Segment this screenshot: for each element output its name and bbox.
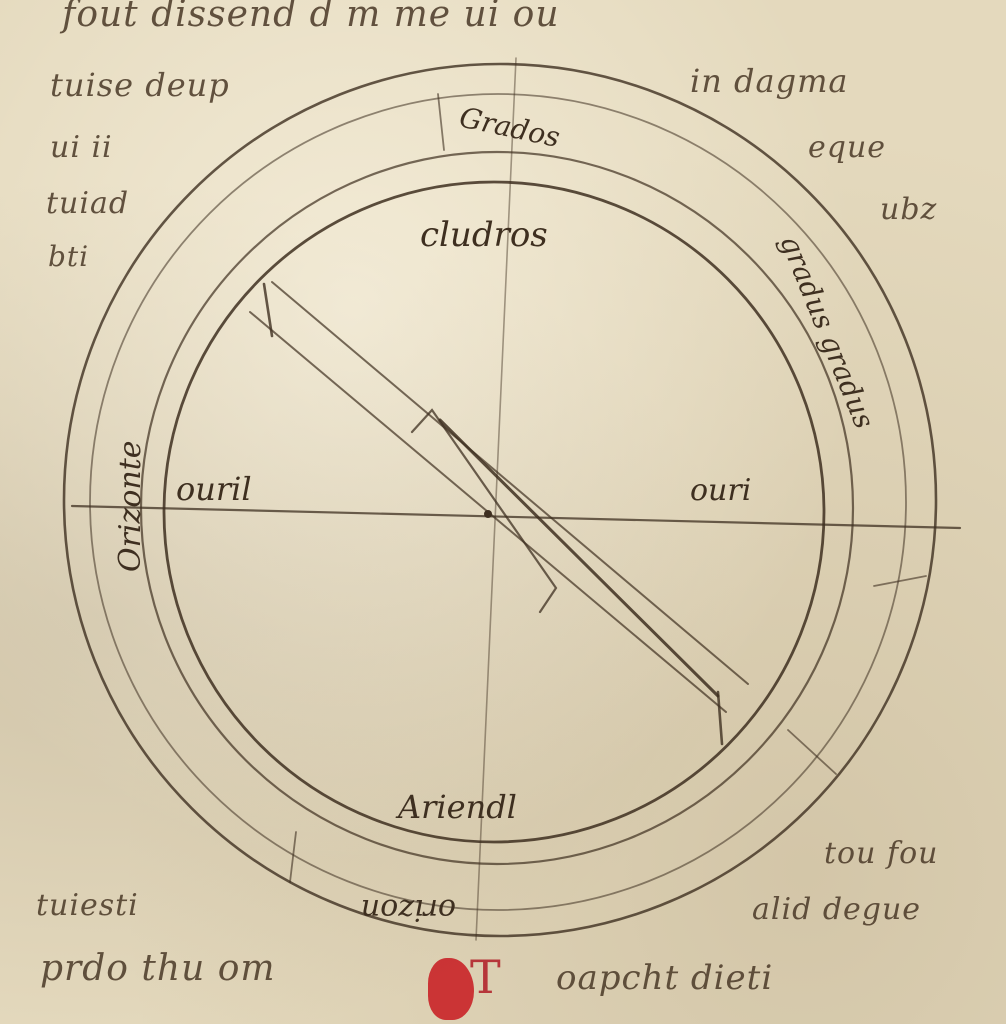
inner-circle — [164, 182, 824, 842]
text-line-right-4: tou fou — [824, 836, 939, 871]
label-outer-top: Grados — [456, 100, 563, 154]
label-outer-bottom: orizon — [360, 892, 456, 927]
text-line-right-3: ubz — [880, 192, 938, 227]
label-outer-left: Orizonte — [113, 440, 148, 572]
text-line-left-1: tuise deup — [50, 66, 230, 104]
alidade-tip-bottom — [718, 692, 722, 744]
label-left: ouril — [176, 470, 252, 508]
alidade-sight — [412, 410, 556, 612]
text-line-left-2: ui ii — [50, 130, 113, 165]
text-line-right-1: in dagma — [690, 62, 849, 100]
ring-divider-2 — [874, 576, 926, 586]
text-line-bottom-left: tuiesti — [36, 888, 139, 923]
alidade-edge-2 — [272, 282, 748, 684]
text-line-bottom: prdo thu om — [40, 948, 276, 989]
alidade-center — [440, 420, 718, 696]
label-outer-right: gradus gradus — [773, 230, 882, 434]
text-line-left-3: tuiad — [46, 186, 130, 221]
text-line-left-4: bti — [48, 240, 90, 273]
text-line-right-5: alid degue — [752, 892, 922, 927]
label-right: ouri — [690, 473, 752, 508]
degree-ring — [141, 152, 853, 864]
center-point — [484, 510, 492, 518]
ring-divider-1 — [438, 94, 444, 150]
text-line-top: fout dissend d m me ui ou — [62, 0, 560, 35]
label-bottom: Ariendl — [398, 788, 517, 826]
label-top: cludros — [420, 215, 548, 255]
horizon-line — [72, 506, 960, 528]
text-line-right-2: eque — [808, 130, 887, 165]
rubric-letter: T — [470, 950, 502, 1004]
ring-divider-3 — [788, 730, 836, 774]
text-line-bottom-right: oapcht dieti — [556, 958, 774, 998]
